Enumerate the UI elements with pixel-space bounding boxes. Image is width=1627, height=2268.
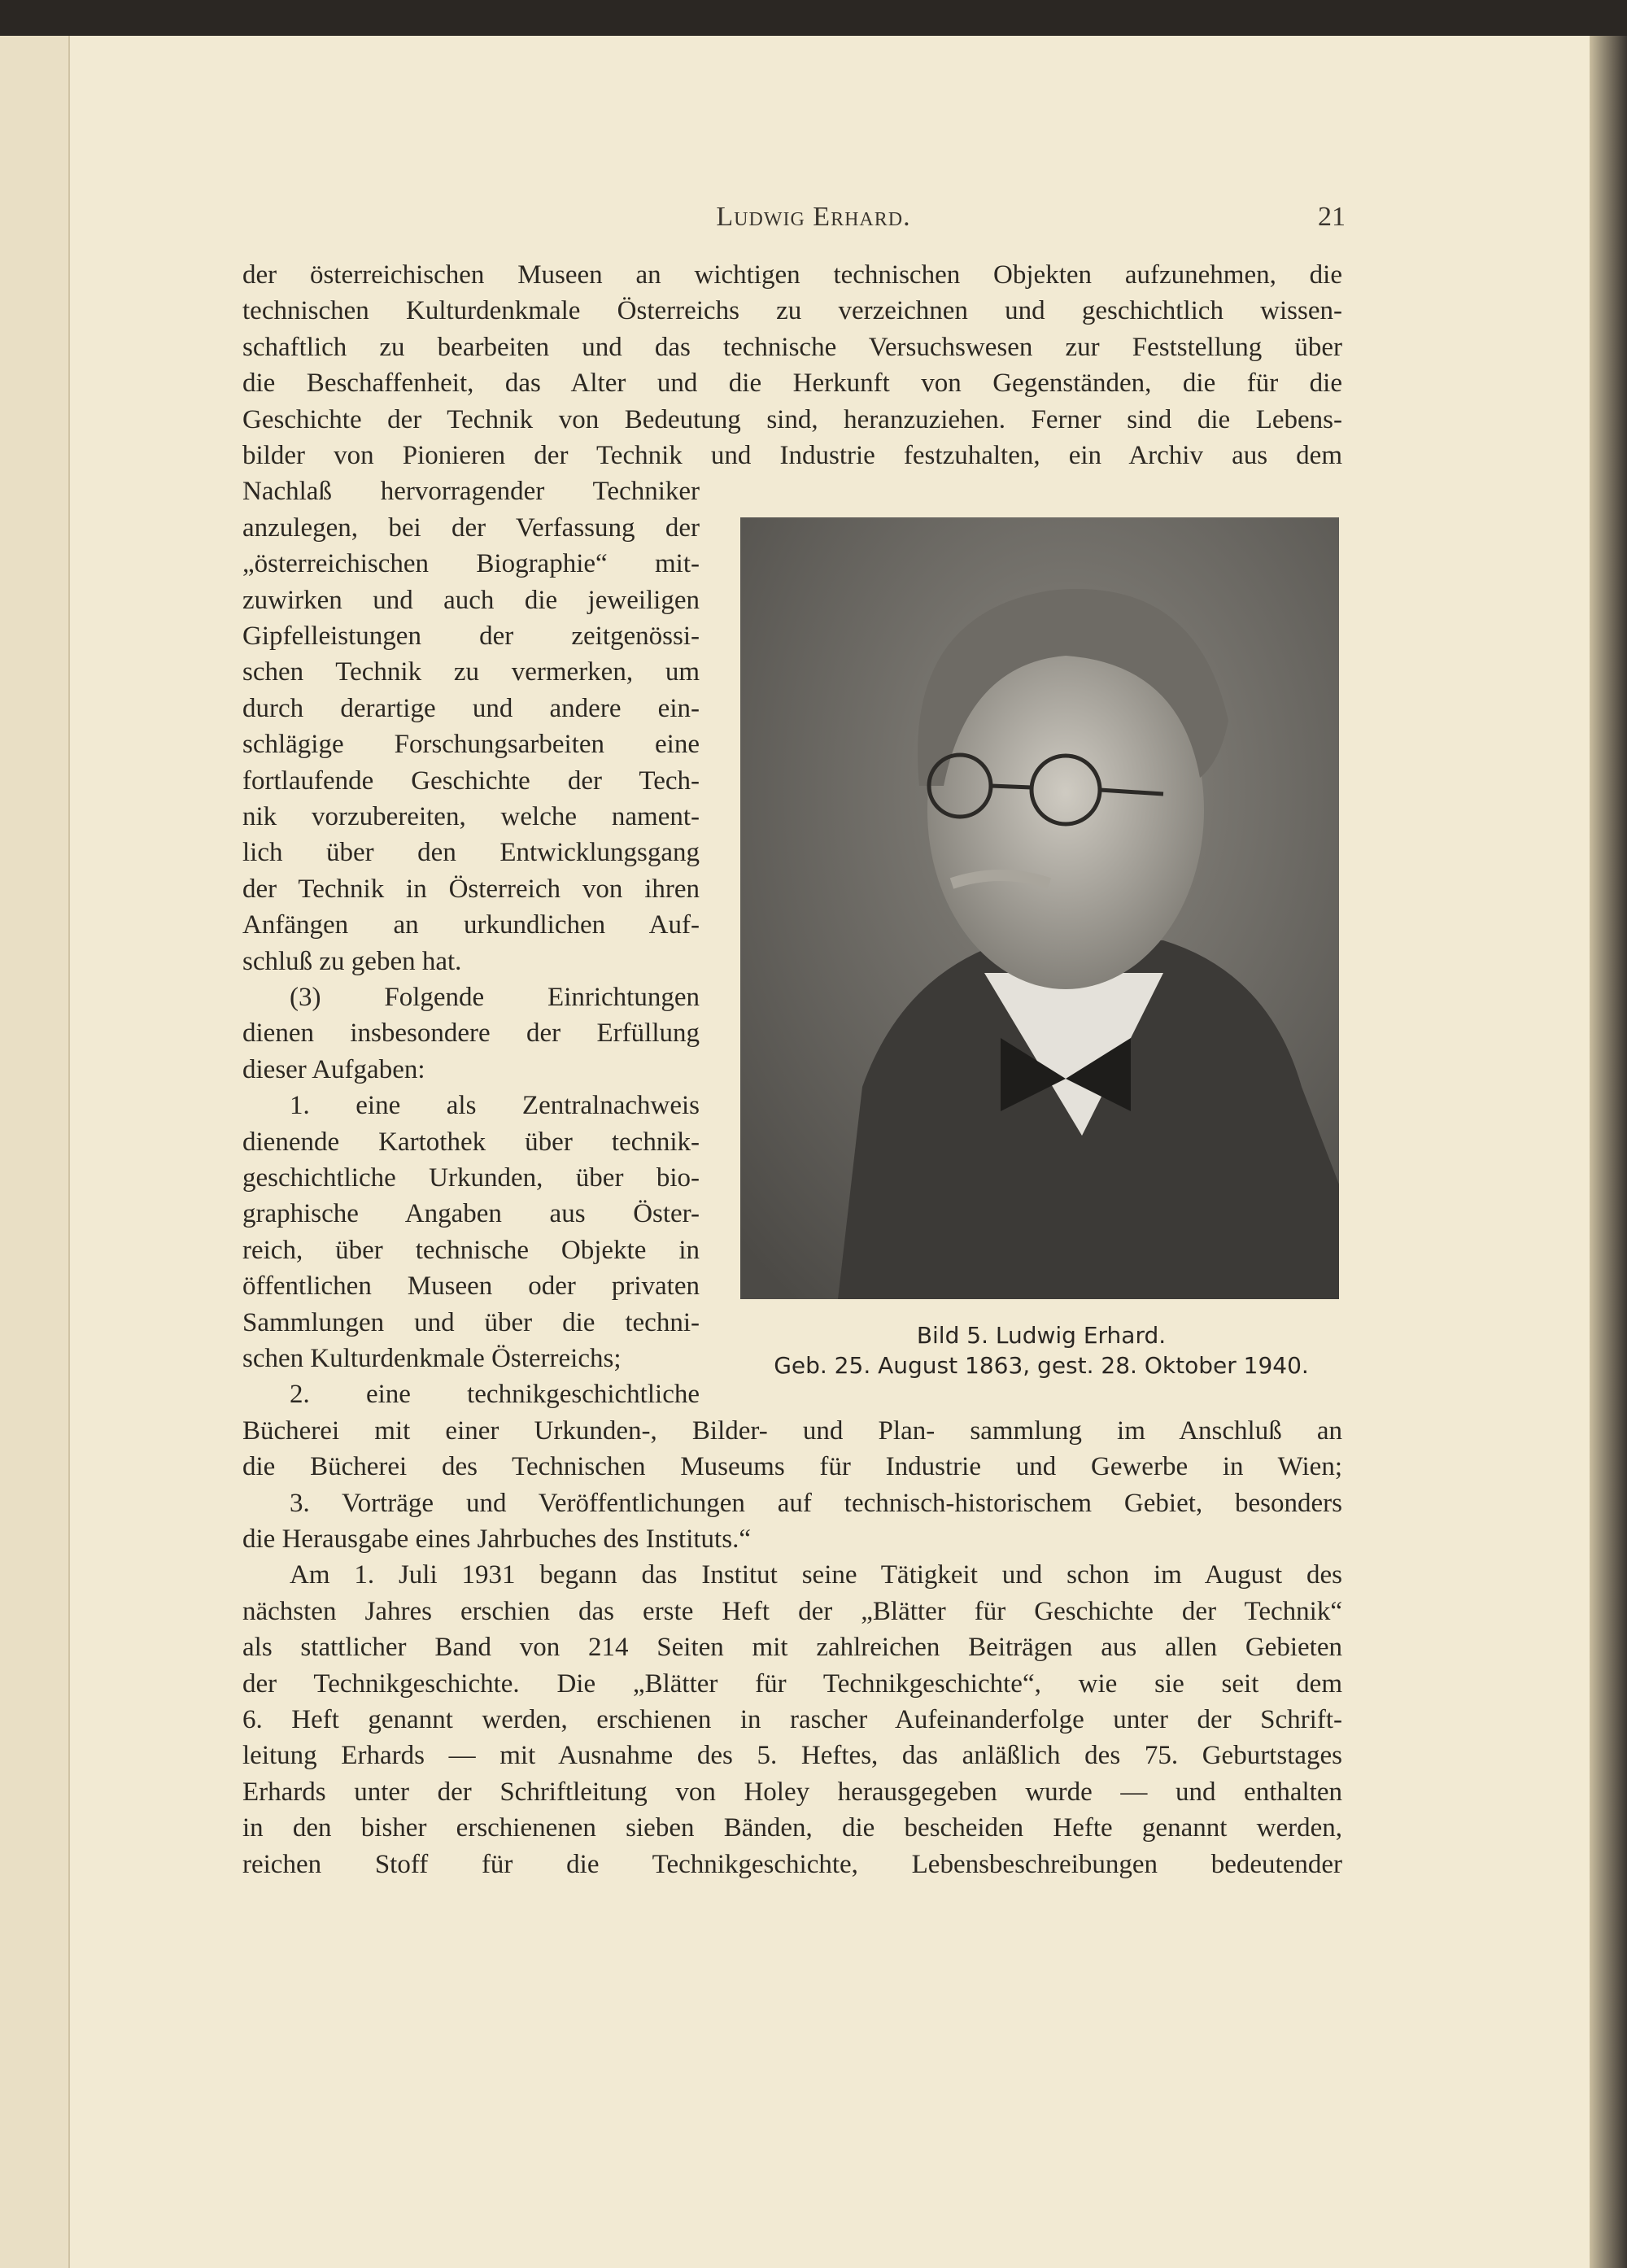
text-line: reichen Stoff für die Technikgeschichte, Lebensbeschreibungen bedeutender bbox=[242, 1849, 1342, 1879]
text-line: graphische Angaben aus Öster- bbox=[242, 1199, 700, 1229]
page-gutter bbox=[0, 36, 70, 2268]
figure-caption-dates: Geb. 25. August 1863, gest. 28. Oktober 1940. bbox=[774, 1352, 1309, 1379]
text-line: dienen insbesondere der Erfüllung bbox=[242, 1018, 700, 1049]
text-line: (3) Folgende Einrichtungen bbox=[290, 983, 700, 1012]
text-line: schen Kulturdenkmale Österreichs; bbox=[242, 1344, 622, 1373]
text-line: die Herausgabe eines Jahrbuches des Instituts.“ bbox=[242, 1524, 751, 1554]
text-line: der Technikgeschichte. Die „Blätter für Technikgeschichte“, wie sie seit dem bbox=[242, 1668, 1342, 1699]
page-number: 21 bbox=[1318, 202, 1346, 232]
text-line: fortlaufende Geschichte der Tech- bbox=[242, 765, 700, 796]
running-head: Ludwig Erhard. bbox=[716, 202, 911, 232]
text-line: Am 1. Juli 1931 begann das Institut seine Tätigkeit und schon im August des bbox=[290, 1560, 1342, 1590]
text-line: 3. Vorträge und Veröffentlichungen auf technisch-historischem Gebiet, besonders bbox=[290, 1488, 1342, 1518]
text-line: technischen Kulturdenkmale Österreichs zu verzeichnen und geschichtlich wissen- bbox=[242, 296, 1342, 326]
text-line: Geschichte der Technik von Bedeutung sind, heranzuziehen. Ferner sind die Lebens- bbox=[242, 404, 1342, 434]
text-line: die Beschaffenheit, das Alter und die Herkunft von Gegenständen, die für die bbox=[242, 369, 1342, 399]
text-line: „österreichischen Biographie“ mit- bbox=[242, 549, 700, 579]
text-line: als stattlicher Band von 214 Seiten mit zahlreichen Beiträgen aus allen Gebieten bbox=[242, 1633, 1342, 1663]
text-line: geschichtliche Urkunden, über bio- bbox=[242, 1163, 700, 1193]
portrait-photo bbox=[740, 517, 1339, 1299]
text-line: zuwirken und auch die jeweiligen bbox=[242, 585, 700, 615]
text-line: dieser Aufgaben: bbox=[242, 1054, 425, 1084]
text-line: Bücherei mit einer Urkunden-, Bilder- und Plan- sammlung im Anschluß an bbox=[242, 1415, 1342, 1446]
text-line: bilder von Pionieren der Technik und Industrie festzuhalten, ein Archiv aus dem bbox=[242, 441, 1342, 470]
text-line: der Technik in Österreich von ihren bbox=[242, 874, 700, 904]
scanner-background bbox=[0, 0, 1627, 36]
text-line: leitung Erhards — mit Ausnahme des 5. Heftes, das anläßlich des 75. Geburtstages bbox=[242, 1741, 1342, 1771]
text-line: reich, über technische Objekte in bbox=[242, 1235, 700, 1265]
text-line: anzulegen, bei der Verfassung der bbox=[242, 512, 700, 543]
text-line: öffentlichen Museen oder privaten bbox=[242, 1271, 700, 1302]
text-line: schen Technik zu vermerken, um bbox=[242, 657, 700, 687]
text-line: 6. Heft genannt werden, erschienen in rascher Aufeinanderfolge unter der Schrift- bbox=[242, 1705, 1342, 1734]
text-line: Anfängen an urkundlichen Auf- bbox=[242, 910, 700, 940]
text-line: schaftlich zu bearbeiten und das technische Versuchswesen zur Feststellung über bbox=[242, 332, 1342, 362]
text-line: 1. eine als Zentralnachweis bbox=[290, 1091, 700, 1121]
text-line: Gipfelleistungen der zeitgenössi- bbox=[242, 622, 700, 651]
text-line: 2. eine technikgeschichtliche bbox=[290, 1380, 700, 1410]
page-edge-shadow bbox=[1590, 36, 1627, 2268]
text-line: durch derartige und andere ein- bbox=[242, 693, 700, 723]
text-line: schlägige Forschungsarbeiten eine bbox=[242, 730, 700, 760]
text-line: Nachlaß hervorragender Techniker bbox=[242, 477, 700, 507]
text-line: schluß zu geben hat. bbox=[242, 946, 462, 976]
text-line: die Bücherei des Technischen Museums für Industrie und Gewerbe in Wien; bbox=[242, 1452, 1342, 1482]
text-line: nächsten Jahres erschien das erste Heft der „Blätter für Geschichte der Technik“ bbox=[242, 1596, 1342, 1626]
text-line: in den bisher erschienenen sieben Bänden, die bescheiden Hefte genannt werden, bbox=[242, 1813, 1342, 1843]
figure-caption-title: Bild 5. Ludwig Erhard. bbox=[916, 1322, 1167, 1349]
text-line: lich über den Entwicklungsgang bbox=[242, 838, 700, 868]
text-line: Erhards unter der Schriftleitung von Holey herausgegeben wurde — und enthalten bbox=[242, 1777, 1342, 1807]
text-line: der österreichischen Museen an wichtigen technischen Objekten aufzunehmen, die bbox=[242, 260, 1342, 290]
text-line: nik vorzubereiten, welche nament- bbox=[242, 802, 700, 831]
text-line: dienende Kartothek über technik- bbox=[242, 1127, 700, 1157]
text-line: Sammlungen und über die techni- bbox=[242, 1307, 700, 1337]
